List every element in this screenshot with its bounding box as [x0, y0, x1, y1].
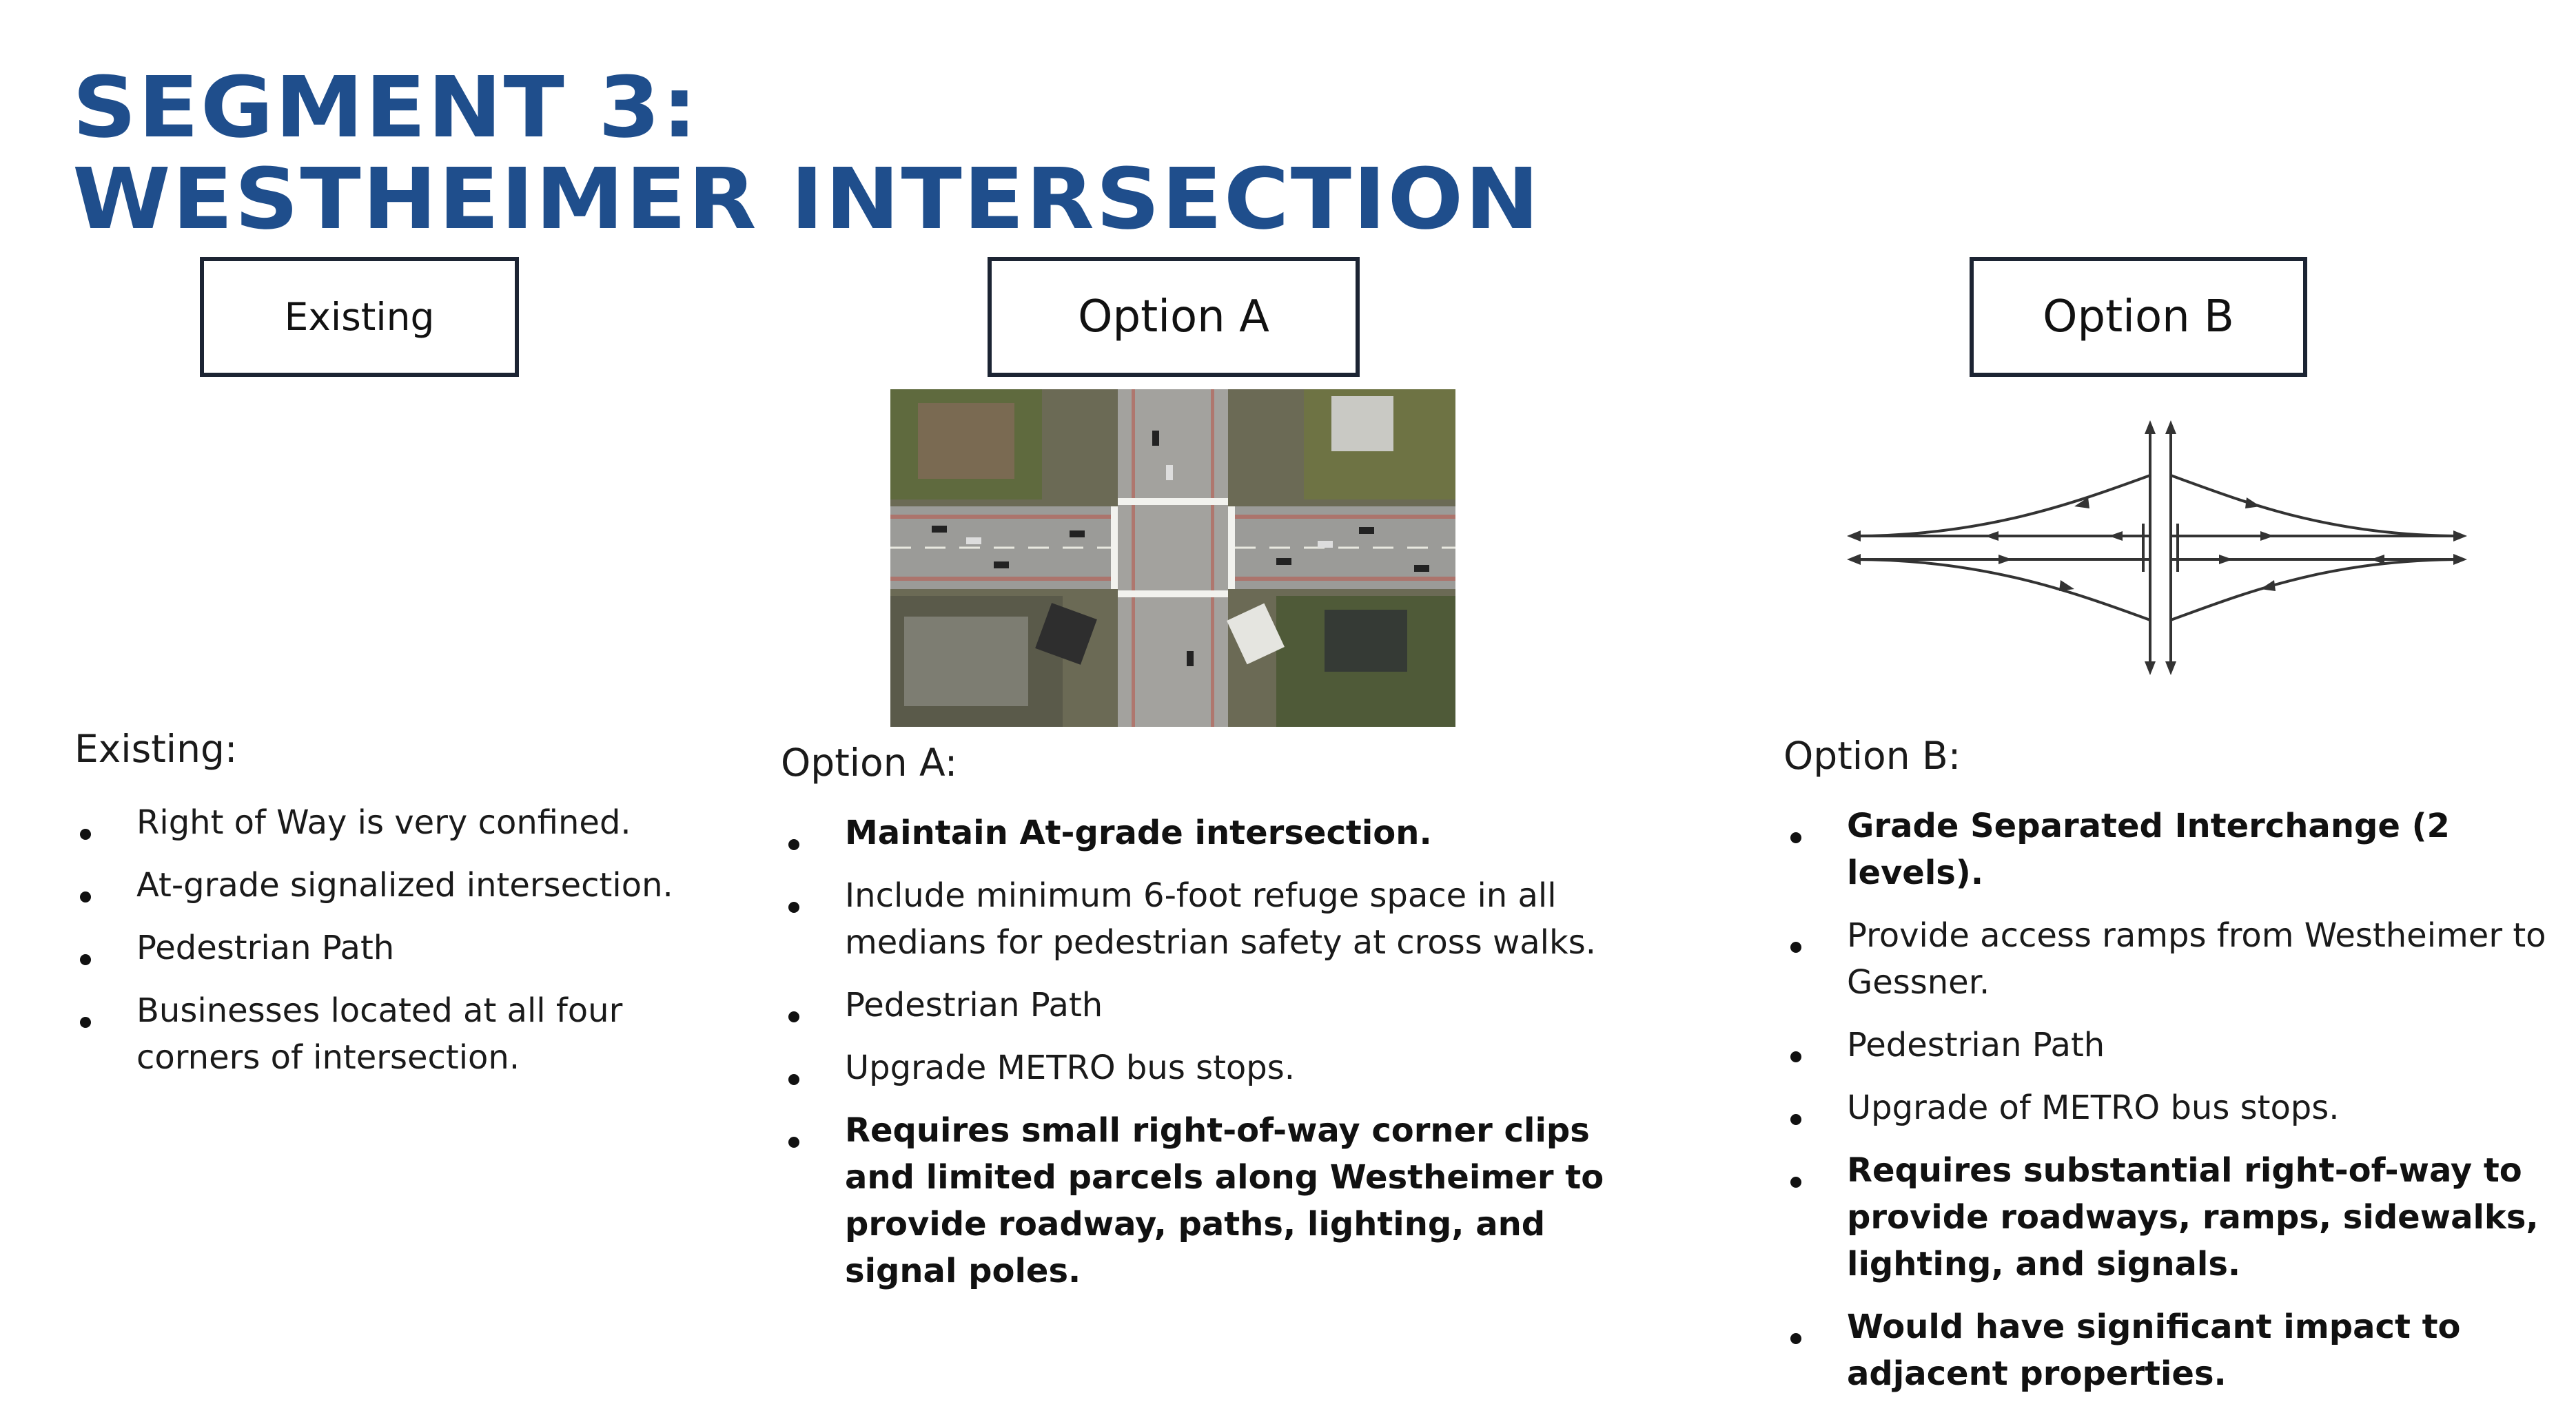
option-a-bullet-1: Maintain At-grade intersection. — [783, 809, 1624, 856]
option-a-bullet-4: Upgrade METRO bus stops. — [783, 1044, 1624, 1091]
option-b-bullet-3: Pedestrian Path — [1785, 1022, 2570, 1069]
existing-bullet-2: At-grade signalized intersection. — [74, 862, 681, 909]
existing-label-box — [200, 257, 519, 377]
option-b-bullets — [1785, 803, 2570, 1413]
option-b-label: Option B — [2043, 291, 2234, 342]
option-b-bullet-6: Would have significant impact to adjacent properties. — [1785, 1303, 2570, 1397]
slide-title — [72, 59, 1541, 248]
option-b-bullet-4: Upgrade of METRO bus stops. — [1785, 1084, 2570, 1131]
existing-bullets — [74, 799, 681, 1097]
title-line-1: SEGMENT 3: — [72, 59, 699, 156]
option-b-heading: Option B: — [1783, 734, 1961, 778]
existing-bullet-1: Right of Way is very confined. — [74, 799, 681, 846]
interchange-schematic — [1847, 420, 2467, 675]
option-a-heading: Option A: — [781, 741, 958, 785]
existing-label: Existing — [284, 295, 435, 339]
existing-heading: Existing: — [74, 727, 238, 771]
title-line-2: WESTHEIMER INTERSECTION — [72, 150, 1541, 248]
option-a-bullets — [783, 809, 1624, 1310]
option-a-bullet-2: Include minimum 6-foot refuge space in all medians for pedestrian safety at cross walks. — [783, 872, 1624, 966]
option-a-label: Option A — [1078, 291, 1269, 342]
option-b-label-box — [1970, 257, 2307, 377]
aerial-intersection-photo — [890, 389, 1455, 727]
existing-bullet-3: Pedestrian Path — [74, 925, 681, 971]
option-a-label-box — [988, 257, 1360, 377]
option-b-bullet-2: Provide access ramps from Westheimer to Gessner. — [1785, 912, 2570, 1006]
option-a-bullet-3: Pedestrian Path — [783, 982, 1624, 1029]
option-a-bullet-5: Requires small right-of-way corner clips and limited parcels along Westheimer to provide roadway, paths, lighting, and signal poles. — [783, 1107, 1624, 1295]
option-b-bullet-5: Requires substantial right-of-way to provide roadways, ramps, sidewalks, lighting, and signals. — [1785, 1147, 2570, 1288]
option-b-bullet-1: Grade Separated Interchange (2 levels). — [1785, 803, 2570, 896]
existing-bullet-4: Businesses located at all four corners of intersection. — [74, 987, 681, 1081]
